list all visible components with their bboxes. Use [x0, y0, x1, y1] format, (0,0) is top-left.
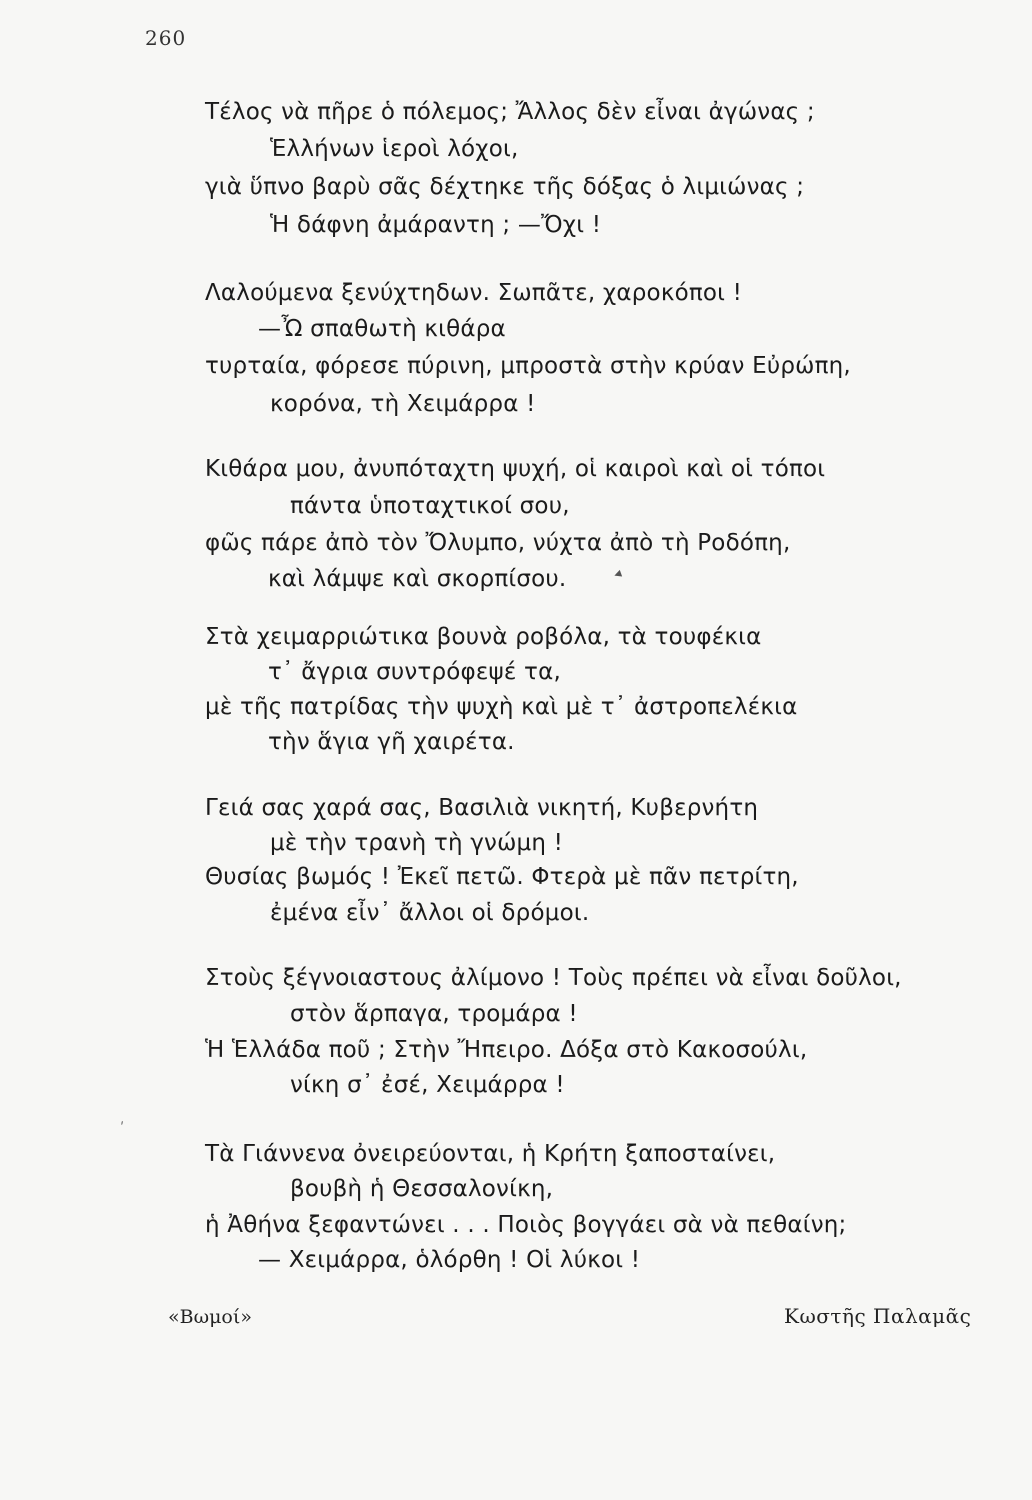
verse-line: Τὰ Γιάννενα ὀνειρεύονται, ἡ Κρήτη ξαποσταίνει,	[205, 1141, 776, 1167]
page-number: 260	[145, 26, 187, 50]
verse-line: φῶς πάρε ἀπὸ τὸν Ὄλυμπο, νύχτα ἀπὸ τὴ Ροδόπη,	[205, 530, 791, 556]
verse-line: νίκη σ᾽ ἐσέ, Χειμάρρα !	[290, 1072, 565, 1098]
verse-line: βουβὴ ἡ Θεσσαλονίκη,	[290, 1176, 554, 1202]
verse-line: τυρταία, φόρεσε πύρινη, μπροστὰ στὴν κρύαν Εὐρώπη,	[205, 353, 851, 379]
stray-mark: ˏ	[111, 1109, 126, 1127]
author-name: Κωστῆς Παλαμᾶς	[784, 1304, 972, 1328]
verse-line: μὲ τῆς πατρίδας τὴν ψυχὴ καὶ μὲ τ᾽ ἀστροπελέκια	[205, 694, 798, 720]
verse-line: ἡ Ἀθήνα ξεφαντώνει . . . Ποιὸς βογγάει σὰ νὰ πεθαίνη;	[205, 1212, 847, 1238]
verse-line: Τέλος νὰ πῆρε ὁ πόλεμος; Ἄλλος δὲν εἶναι ἀγώνας ;	[205, 99, 815, 125]
verse-line: τὴν ἅγια γῆ χαιρέτα.	[268, 729, 515, 755]
verse-line: Στὰ χειμαρριώτικα βουνὰ ροβόλα, τὰ τουφέκια	[205, 624, 762, 650]
source-title: «Βωμοί»	[168, 1306, 252, 1328]
verse-line: Στοὺς ξέγνοιαστους ἀλίμονο ! Τοὺς πρέπει νὰ εἶναι δοῦλοι,	[205, 965, 902, 991]
verse-line: τ᾽ ἄγρια συντρόφεψέ τα,	[268, 659, 561, 685]
verse-line: — Χειμάρρα, ὁλόρθη ! Οἱ λύκοι !	[258, 1247, 641, 1273]
verse-line: καὶ λάμψε καὶ σκορπίσου.	[268, 566, 567, 592]
verse-line: —Ὦ σπαθωτὴ κιθάρα	[258, 316, 506, 342]
verse-line: Γειά σας χαρά σας, Βασιλιὰ νικητή, Κυβερνήτη	[205, 795, 759, 821]
verse-line: Κιθάρα μου, ἀνυπόταχτη ψυχή, οἱ καιροὶ καὶ οἱ τόποι	[205, 456, 826, 482]
verse-line: γιὰ ὕπνο βαρὺ σᾶς δέχτηκε τῆς δόξας ὁ λιμιώνας ;	[205, 174, 805, 200]
verse-line: Λαλούμενα ξενύχτηδων. Σωπᾶτε, χαροκόποι !	[205, 280, 743, 306]
stray-mark: ◂	[611, 565, 624, 583]
verse-line: στὸν ἅρπαγα, τρομάρα !	[290, 1001, 578, 1027]
verse-line: Ἑλλήνων ἱεροὶ λόχοι,	[270, 136, 519, 162]
verse-line: πάντα ὑποταχτικοί σου,	[290, 493, 570, 519]
verse-line: ἐμένα εἶν᾽ ἄλλοι οἱ δρόμοι.	[270, 900, 590, 926]
verse-line: Θυσίας βωμός ! Ἐκεῖ πετῶ. Φτερὰ μὲ πᾶν πετρίτη,	[205, 864, 799, 890]
verse-line: Ἡ Ἑλλάδα ποῦ ; Στὴν Ἤπειρο. Δόξα στὸ Κακοσούλι,	[205, 1037, 808, 1063]
verse-line: Ἡ δάφνη ἀμάραντη ; —Ὄχι !	[270, 212, 602, 238]
verse-line: μὲ τὴν τρανὴ τὴ γνώμη !	[270, 830, 564, 856]
verse-line: κορόνα, τὴ Χειμάρρα !	[270, 391, 536, 417]
